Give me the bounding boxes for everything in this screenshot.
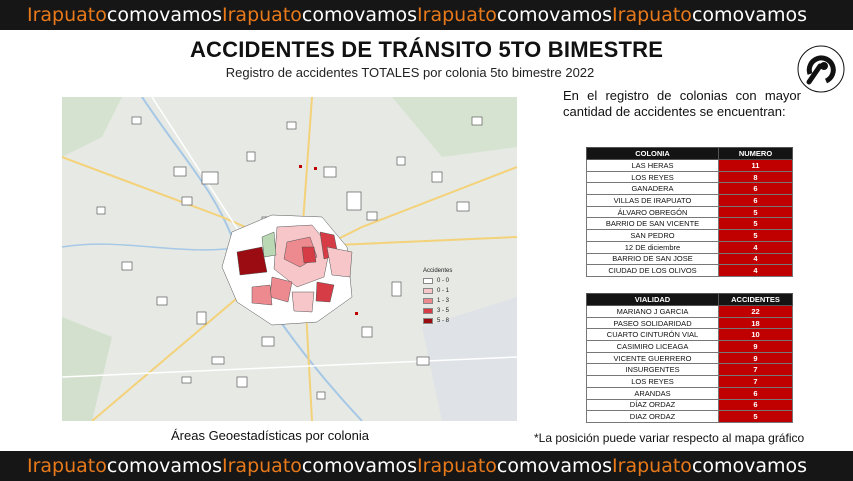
legend-swatch [423, 318, 433, 324]
table-row [587, 160, 793, 172]
row-value-cell: 22 [719, 306, 793, 318]
column-header: NUMERO [719, 148, 793, 160]
table-row [587, 376, 793, 388]
row-name-cell: INSURGENTES [587, 364, 719, 376]
map-canvas [62, 97, 517, 421]
row-name-cell: LOS REYES [587, 376, 719, 388]
intro-text: En el registro de colonias con mayor cantidad de accidentes se encuentran: [563, 88, 801, 119]
colonias-table [586, 147, 793, 277]
row-value-cell: 4 [719, 265, 793, 277]
legend-label: 0 - 0 [437, 278, 450, 284]
legend-label: 0 - 1 [437, 288, 450, 294]
row-name-cell: CUARTO CINTURÓN VIAL [587, 329, 719, 341]
page-title: ACCIDENTES DE TRÁNSITO 5TO BIMESTRE [189, 37, 664, 62]
legend-swatch [423, 298, 433, 304]
brand-text: Irapuatocomovamos [612, 4, 808, 26]
table-row [587, 253, 793, 265]
legend-swatch [423, 308, 433, 314]
table-row [587, 387, 793, 399]
row-value-cell: 7 [719, 376, 793, 388]
table-row [587, 230, 793, 242]
row-value-cell: 5 [719, 411, 793, 423]
table-row [587, 411, 793, 423]
row-name-cell: BARRIO DE SAN JOSE [587, 253, 719, 265]
vialidades-table [586, 293, 793, 423]
row-name-cell: DIAZ ORDAZ [587, 411, 719, 423]
row-value-cell: 9 [719, 352, 793, 364]
accidents-map[interactable] [62, 97, 517, 421]
legend-item [423, 276, 473, 286]
table-row [587, 364, 793, 376]
footnote: *La posición puede variar respecto al mapa gráfico [534, 431, 805, 445]
row-value-cell: 6 [719, 399, 793, 411]
row-value-cell: 5 [719, 218, 793, 230]
row-value-cell: 6 [719, 183, 793, 195]
row-value-cell: 4 [719, 241, 793, 253]
row-value-cell: 18 [719, 317, 793, 329]
brand-text: Irapuatocomovamos [222, 4, 418, 26]
table-row [587, 218, 793, 230]
row-value-cell: 6 [719, 387, 793, 399]
legend-item [423, 306, 473, 316]
row-value-cell: 11 [719, 160, 793, 172]
table-row [587, 171, 793, 183]
table-row [587, 195, 793, 207]
legend-swatch [423, 288, 433, 294]
row-name-cell: 12 DE diciembre [587, 241, 719, 253]
legend-item [423, 316, 473, 326]
table-row [587, 399, 793, 411]
row-value-cell: 6 [719, 195, 793, 207]
circle-arrow-logo-icon [796, 44, 846, 94]
legend-label: 3 - 5 [437, 308, 450, 314]
row-name-cell: VICENTE GUERRERO [587, 352, 719, 364]
row-name-cell: CIUDAD DE LOS OLIVOS [587, 265, 719, 277]
brand-text: Irapuatocomovamos [27, 455, 223, 477]
brand-text: Irapuatocomovamos [612, 455, 808, 477]
map-caption: Áreas Geoestadísticas por colonia [171, 428, 369, 443]
brand-text: Irapuatocomovamos [222, 455, 418, 477]
row-name-cell: MARIANO J GARCIA [587, 306, 719, 318]
brand-text: Irapuatocomovamos [417, 4, 613, 26]
row-value-cell: 5 [719, 230, 793, 242]
table-header-row [587, 148, 793, 160]
table-row [587, 317, 793, 329]
column-header: VIALIDAD [587, 294, 719, 306]
column-header: ACCIDENTES [719, 294, 793, 306]
table-row [587, 206, 793, 218]
row-value-cell: 4 [719, 253, 793, 265]
legend-title: Accidentes [423, 268, 453, 274]
legend-item [423, 286, 473, 296]
row-name-cell: LOS REYES [587, 171, 719, 183]
row-name-cell: SAN PEDRO [587, 230, 719, 242]
row-name-cell: ARANDAS [587, 387, 719, 399]
table-row [587, 341, 793, 353]
row-value-cell: 8 [719, 171, 793, 183]
page-subtitle: Registro de accidentes TOTALES por colonia 5to bimestre 2022 [225, 65, 595, 80]
row-value-cell: 7 [719, 364, 793, 376]
column-header: COLONIA [587, 148, 719, 160]
table-row [587, 265, 793, 277]
row-name-cell: PASEO SOLIDARIDAD [587, 317, 719, 329]
top-banner [0, 0, 853, 30]
legend-label: 1 - 3 [437, 298, 450, 304]
row-name-cell: BARRIO DE SAN VICENTE [587, 218, 719, 230]
legend-label: 5 - 8 [437, 318, 450, 324]
table-row [587, 241, 793, 253]
legend-swatch [423, 278, 433, 284]
legend-item [423, 296, 473, 306]
row-value-cell: 10 [719, 329, 793, 341]
table-row [587, 329, 793, 341]
table-row [587, 306, 793, 318]
brand-text: Irapuatocomovamos [27, 4, 223, 26]
row-value-cell: 9 [719, 341, 793, 353]
row-name-cell: GANADERA [587, 183, 719, 195]
row-name-cell: CASIMIRO LICEAGA [587, 341, 719, 353]
row-value-cell: 5 [719, 206, 793, 218]
table-row [587, 183, 793, 195]
row-name-cell: LAS HERAS [587, 160, 719, 172]
bottom-banner [0, 451, 853, 481]
table-row [587, 352, 793, 364]
row-name-cell: DÍAZ ORDAZ [587, 399, 719, 411]
map-legend [423, 268, 473, 326]
row-name-cell: ÁLVARO OBREGÓN [587, 206, 719, 218]
table-header-row [587, 294, 793, 306]
brand-text: Irapuatocomovamos [417, 455, 613, 477]
row-name-cell: VILLAS DE IRAPUATO [587, 195, 719, 207]
